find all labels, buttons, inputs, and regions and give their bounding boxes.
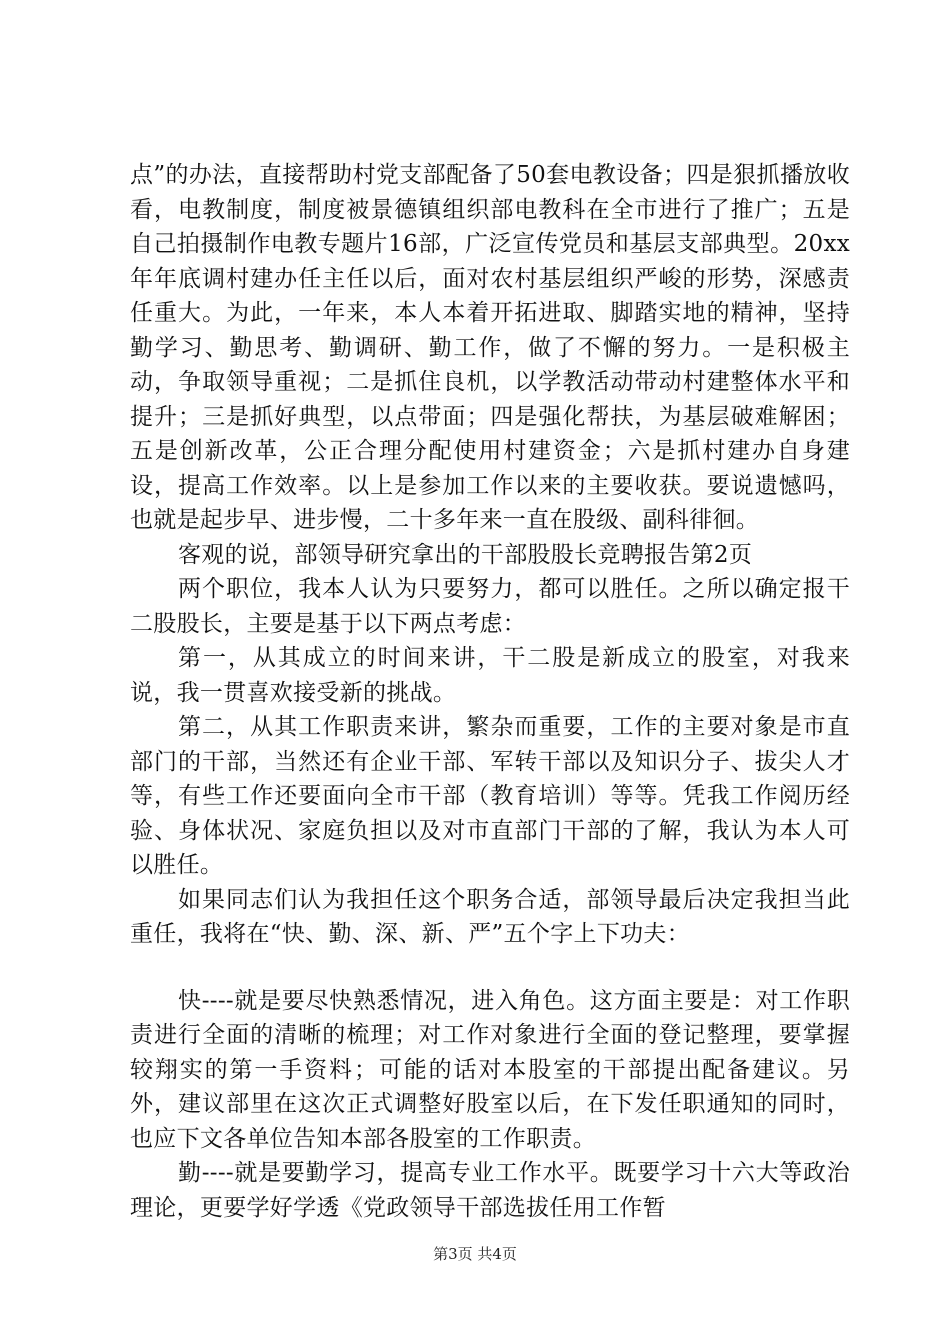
paragraph-1: 点”的办法，直接帮助村党支部配备了50套电教设备；四是狠抓播放收看，电教制度，制度被景德镇组织部电教科在全市进行了推广；五是自己拍摄制作电教专题片16部，广泛宣传党员和基层支部典型。20xx年年底调村建办任主任以后，面对农村基层组织严峻的形势，深感责任重大。为此，一年来，本人本着开拓进取、脚踏实地的精神，坚持勤学习、勤思考、勤调研、勤工作，做了不懈的努力。一是积极主动，争取领导重视；二是抓住良机，以学教活动带动村建整体水平和提升；三是抓好典型，以点带面；四是强化帮扶，为基层破难解困；五是创新改革，公正合理分配使用村建资金；六是抓村建办自身建设，提高工作效率。以上是参加工作以来的主要收获。要说遗憾吗，也就是起步早、进步慢，二十多年来一直在股级、副科徘徊。	[130, 162, 850, 533]
paragraph-gap	[130, 952, 850, 984]
document-body	[130, 158, 850, 1225]
paragraph-6: 如果同志们认为我担任这个职务合适，部领导最后决定我担当此重任，我将在“快、勤、深、新、严”五个字上下功夫：	[130, 886, 850, 947]
paragraph-7: 快----就是要尽快熟悉情况，进入角色。这方面主要是：对工作职责进行全面的清晰的梳理；对工作对象进行全面的登记整理，要掌握较翔实的第一手资料；可能的话对本股室的干部提出配备建议。另外，建议部里在这次正式调整好股室以后，在下发任职通知的同时，也应下文各单位告知本部各股室的工作职责。	[130, 987, 850, 1152]
paragraph-4: 第一，从其成立的时间来讲，干二股是新成立的股室，对我来说，我一贯喜欢接受新的挑战。	[130, 645, 850, 706]
paragraph-2: 客观的说，部领导研究拿出的干部股股长竞聘报告第2页	[178, 541, 753, 568]
paragraph-3: 两个职位，我本人认为只要努力，都可以胜任。之所以确定报干二股股长，主要是基于以下两点考虑：	[130, 576, 850, 637]
page-footer: 第3页 共4页	[433, 1245, 517, 1263]
paragraph-8: 勤----就是要勤学习，提高专业工作水平。既要学习十六大等政治理论，更要学好学透《党政领导干部选拔任用工作暂	[130, 1160, 850, 1221]
paragraph-5: 第二，从其工作职责来讲，繁杂而重要，工作的主要对象是市直部门的干部，当然还有企业干部、军转干部以及知识分子、拔尖人才等，有些工作还要面向全市干部（教育培训）等等。凭我工作阅历经验、身体状况、家庭负担以及对市直部门干部的了解，我认为本人可以胜任。	[130, 714, 850, 878]
